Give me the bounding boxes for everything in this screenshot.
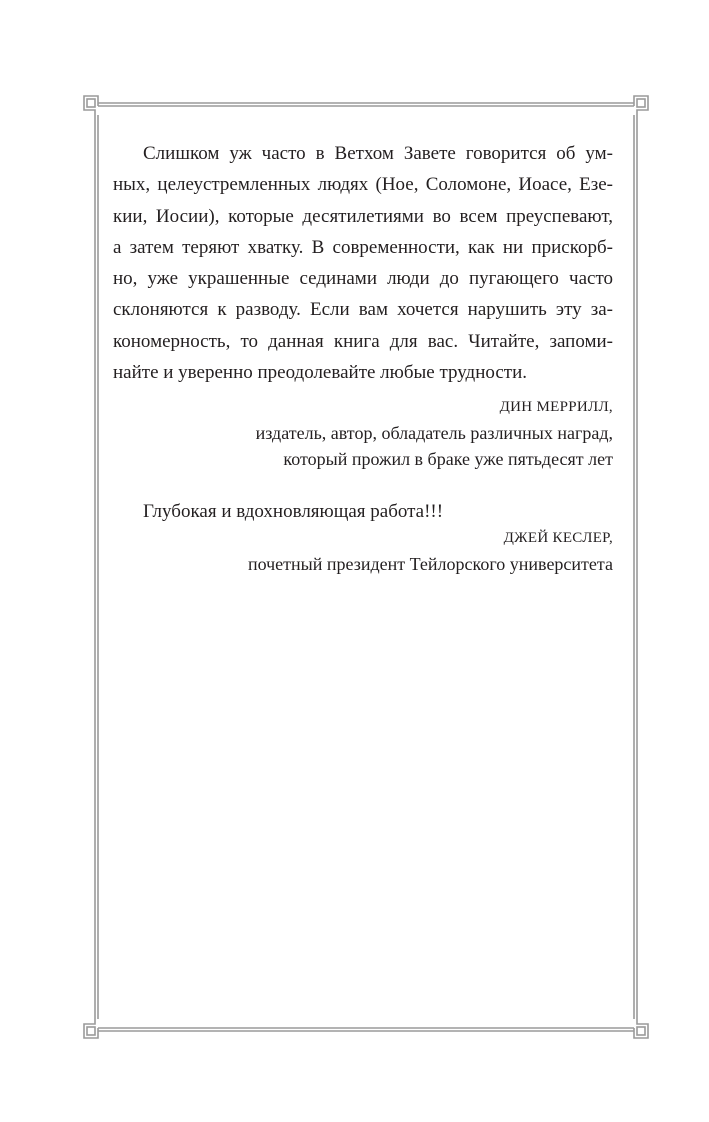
quote-line: а затем теряют хватку. В современности, как ни прискорб- — [113, 236, 613, 258]
author-name: ДЖЕЙ КЕСЛЕР, — [503, 530, 613, 547]
quote-line: Слишком уж часто в Ветхом Завете говорится об ум- — [143, 143, 613, 164]
quote-line: склоняются к разводу. Если вам хочется нарушить эту за- — [113, 299, 613, 321]
author-role: который прожил в браке уже пятьдесят лет — [283, 449, 613, 470]
endorsement-quote-1 — [113, 138, 613, 388]
author-name: ДИН МЕРРИЛЛ, — [499, 399, 613, 416]
quote-line: кии, Иосии), которые десятилетиями во всем преуспевают, — [113, 205, 613, 227]
quote-line: найте и уверенно преодолевайте любые трудности. — [113, 362, 528, 384]
author-role: издатель, автор, обладатель различных наград, — [255, 423, 613, 444]
quote-line: ных, целеустремленных людях (Ное, Соломоне, Иоасе, Езе- — [113, 174, 613, 196]
author-role: почетный президент Тейлорского университета — [247, 554, 613, 575]
quote-line: но, уже украшенные сединами люди до пугающего часто — [113, 268, 613, 290]
endorsement-quote-2: Глубокая и вдохновляющая работа!!! — [143, 501, 444, 523]
quote-line: кономерность, то данная книга для вас. Читайте, запоми- — [113, 330, 613, 352]
page-content — [113, 138, 613, 577]
attribution-1 — [113, 394, 613, 472]
attribution-2 — [113, 525, 613, 577]
